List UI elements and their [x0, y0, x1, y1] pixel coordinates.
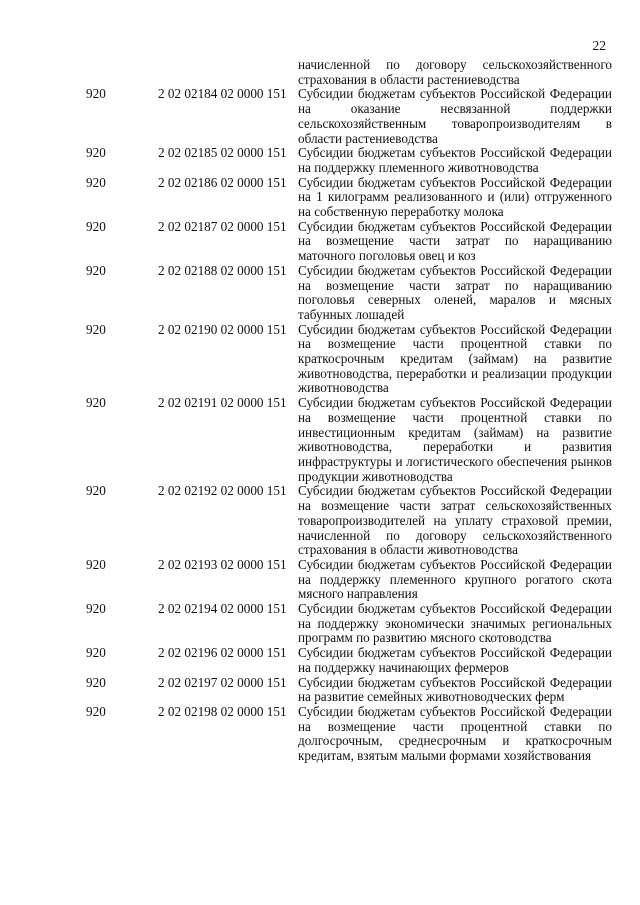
admin-code: 920: [86, 674, 106, 690]
table-rows: [86, 87, 612, 763]
row-description: [298, 396, 612, 484]
description-line: Субсидии бюджетам субъектов Российской Федерации: [298, 556, 612, 572]
description-line: Субсидии бюджетам субъектов Российской Федерации: [298, 321, 612, 337]
row-description: [298, 323, 612, 397]
description-line: долгосрочным, среднесрочным и краткосрочным: [298, 733, 612, 749]
description-line: на поддержку начинающих фермеров: [298, 659, 509, 675]
description-line: продукции животноводства: [298, 468, 453, 484]
admin-code: 920: [86, 483, 106, 499]
budget-classification-code: 2 02 02184 02 0000 151: [158, 86, 287, 102]
description-line: инфраструктуры и логистического обеспечения рынков: [298, 453, 612, 469]
table-row: [86, 646, 612, 675]
description-line: сельскохозяйственным товаропроизводителям в: [298, 115, 612, 131]
row-description: [298, 87, 612, 146]
description-line: поголовья северных оленей, маралов и мясных: [298, 292, 612, 308]
budget-classification-code: 2 02 02198 02 0000 151: [158, 703, 287, 719]
description-line: маточного поголовья овец и коз: [298, 248, 476, 264]
row-description: [298, 484, 612, 558]
admin-code: 920: [86, 174, 106, 190]
description-line: товаропроизводителей на уплату страховой премии,: [298, 512, 612, 528]
table-row: [86, 87, 612, 146]
description-line: Субсидии бюджетам субъектов Российской Федерации: [298, 86, 612, 102]
description-line: табунных лошадей: [298, 306, 405, 322]
description-line: животноводства, переработки и реализации продукции: [298, 365, 612, 381]
page-number: 22: [592, 38, 606, 53]
table-row: [86, 484, 612, 558]
row-description: [298, 176, 612, 220]
description-line: Субсидии бюджетам субъектов Российской Федерации: [298, 218, 612, 234]
row-description: [298, 646, 612, 675]
description-line: начисленной по договору сельскохозяйственного: [298, 527, 612, 543]
description-line: на возмещение части процентной ставки по: [298, 409, 612, 425]
table-row: [86, 558, 612, 602]
description-line: Субсидии бюджетам субъектов Российской Федерации: [298, 483, 612, 499]
budget-classification-code: 2 02 02193 02 0000 151: [158, 556, 287, 572]
description-line: на возмещение части процентной ставки по: [298, 718, 612, 734]
description-line: страхования в области растениеводства: [298, 71, 520, 87]
description-line: Субсидии бюджетам субъектов Российской Федерации: [298, 145, 612, 161]
description-line: Субсидии бюджетам субъектов Российской Федерации: [298, 674, 612, 690]
budget-classification-code: 2 02 02197 02 0000 151: [158, 674, 287, 690]
budget-classification-code: 2 02 02187 02 0000 151: [158, 218, 287, 234]
row-description: [298, 220, 612, 264]
description-line: Субсидии бюджетам субъектов Российской Федерации: [298, 395, 612, 411]
budget-classification-code: 2 02 02186 02 0000 151: [158, 174, 287, 190]
description-line: на развитие семейных животноводческих ферм: [298, 689, 565, 705]
admin-code: 920: [86, 601, 106, 617]
description-line: Субсидии бюджетам субъектов Российской Федерации: [298, 703, 612, 719]
description-line: на возмещение части затрат по наращиванию: [298, 233, 612, 249]
row-description: [298, 676, 612, 705]
table-row: [86, 264, 612, 323]
row-description: [298, 602, 612, 646]
table-row: [86, 396, 612, 484]
description-line: на 1 килограмм реализованного и (или) отгруженного: [298, 189, 612, 205]
budget-classification-code: 2 02 02196 02 0000 151: [158, 645, 287, 661]
table-row: [86, 323, 612, 397]
description-line: начисленной по договору сельскохозяйственного: [298, 57, 612, 72]
table-row: [86, 146, 612, 175]
budget-code-table: [86, 58, 612, 764]
description-line: области растениеводства: [298, 130, 438, 146]
description-line: страхования в области животноводства: [298, 542, 518, 558]
description-line: на поддержку экономически значимых региональных: [298, 615, 612, 631]
admin-code: 920: [86, 703, 106, 719]
admin-code: 920: [86, 262, 106, 278]
admin-code: 920: [86, 645, 106, 661]
description-line: Субсидии бюджетам субъектов Российской Федерации: [298, 601, 612, 617]
description-line: Субсидии бюджетам субъектов Российской Федерации: [298, 262, 612, 278]
description-line: на поддержку племенного крупного рогатого скота: [298, 571, 612, 587]
description-line: на оказание несвязанной поддержки: [298, 101, 612, 117]
budget-classification-code: 2 02 02192 02 0000 151: [158, 483, 287, 499]
budget-classification-code: 2 02 02190 02 0000 151: [158, 321, 287, 337]
row-description: [298, 705, 612, 764]
description-line: краткосрочным кредитам (займам) на развитие: [298, 351, 612, 367]
description-line: кредитам, взятым малыми формами хозяйствования: [298, 748, 592, 764]
table-row: [86, 676, 612, 705]
description-line: на возмещение части затрат сельскохозяйственных: [298, 498, 612, 514]
budget-classification-code: 2 02 02191 02 0000 151: [158, 395, 287, 411]
description-line: Субсидии бюджетам субъектов Российской Федерации: [298, 174, 612, 190]
description-line: животноводства: [298, 380, 389, 396]
description-line: Субсидии бюджетам субъектов Российской Федерации: [298, 645, 612, 661]
admin-code: 920: [86, 218, 106, 234]
row-description: [298, 146, 612, 175]
table-row: [86, 176, 612, 220]
budget-classification-code: 2 02 02188 02 0000 151: [158, 262, 287, 278]
budget-classification-code: 2 02 02194 02 0000 151: [158, 601, 287, 617]
description-line: на возмещение части затрат по наращиванию: [298, 277, 612, 293]
description-line: животноводства, переработки и развития: [298, 439, 612, 455]
continuation-description: [298, 58, 612, 87]
description-line: на поддержку племенного животноводства: [298, 159, 539, 175]
admin-code: 920: [86, 395, 106, 411]
admin-code: 920: [86, 556, 106, 572]
budget-classification-code: 2 02 02185 02 0000 151: [158, 145, 287, 161]
table-row: [86, 602, 612, 646]
description-line: программ по развитию мясного скотоводства: [298, 630, 552, 646]
admin-code: 920: [86, 145, 106, 161]
table-row: [86, 220, 612, 264]
description-line: мясного направления: [298, 586, 418, 602]
description-line: на собственную переработку молока: [298, 204, 504, 220]
admin-code: 920: [86, 86, 106, 102]
description-line: инвестиционным кредитам (займам) на развитие: [298, 424, 612, 440]
continuation-row: [86, 58, 612, 87]
row-description: [298, 558, 612, 602]
row-description: [298, 264, 612, 323]
table-row: [86, 705, 612, 764]
admin-code: 920: [86, 321, 106, 337]
description-line: на возмещение части процентной ставки по: [298, 336, 612, 352]
